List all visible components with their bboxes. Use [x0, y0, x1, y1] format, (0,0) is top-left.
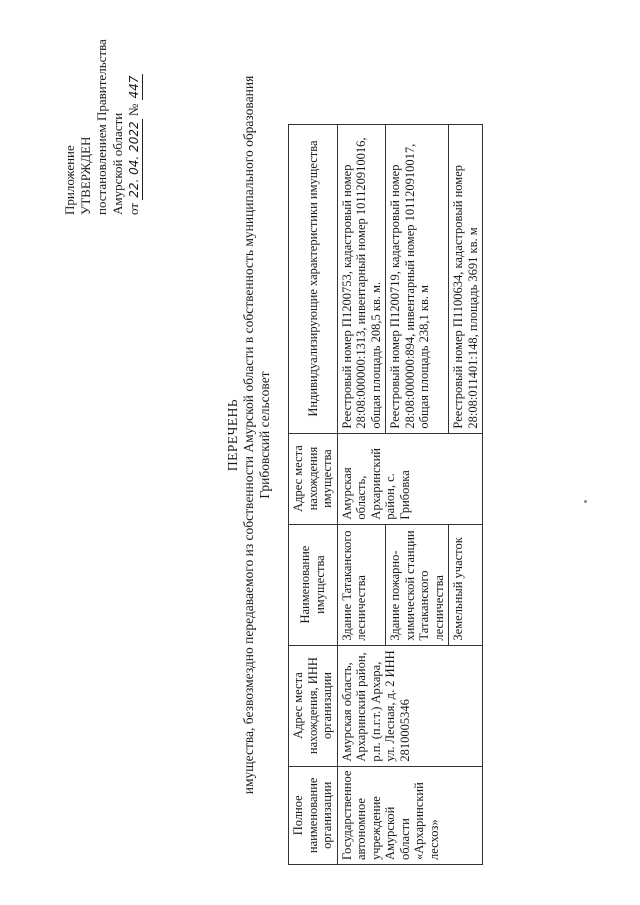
- title-municipality: Грибовский сельсовет: [257, 371, 272, 499]
- property-name-cell: Здание Татаканского лесничества: [337, 524, 386, 645]
- approval-stamp-block: [62, 5, 143, 215]
- table-header-row: [289, 124, 338, 864]
- header-property-details: Индивидуализирующие характеристики имущества: [289, 124, 338, 433]
- approved-label: УТВЕРЖДЕН: [78, 136, 93, 215]
- property-details-cell: Реестровый номер П1200753, кадастровый номер 28:08:000000:1313, инвентарный номер 101120910016, общая площадь 208,5 кв. м.: [337, 124, 386, 433]
- header-property-address: Адрес места нахождения имущества: [289, 433, 338, 524]
- property-table: [288, 124, 483, 865]
- org-name-cell: Государственное автономное учреждение Амурской области «Архаринский лесхоз»: [337, 766, 483, 864]
- property-name-cell: Здание пожарно-химической станции Татаканского лесничества: [386, 524, 449, 645]
- property-name-cell: Земельный участок: [449, 524, 483, 645]
- org-address-cell: Амурская область, Архаринский район, р.п. (п.г.т.) Архара, ул. Лесная, д. 2 ИНН 2810005346: [337, 645, 483, 766]
- property-details-cell: Реестровый номер П1100634, кадастровый номер 28:08:011401:148, площадь 3691 кв. м: [449, 124, 483, 433]
- region-label: Амурской области: [110, 112, 125, 215]
- header-org-name: Полное наименование организации: [289, 766, 338, 864]
- property-address-cell: Амурская область, Архаринский район, с. Грибовка: [337, 433, 483, 524]
- appendix-label: Приложение: [62, 145, 77, 215]
- handwritten-date: 22. 04. 2022: [127, 121, 141, 198]
- scan-dot: [584, 500, 587, 503]
- header-property-name: Наименование имущества: [289, 524, 338, 645]
- document-title: [225, 55, 273, 815]
- date-number-line: [126, 5, 143, 215]
- date-prefix: от: [126, 202, 141, 215]
- number-prefix: №: [126, 103, 141, 117]
- table-row: [337, 124, 386, 864]
- handwritten-number: 447: [127, 75, 141, 99]
- title-description: имущества, безвозмездно передаваемого из собственности Амурской области в собственность муниципального образования: [241, 75, 256, 795]
- resolution-label: постановлением Правительства: [94, 39, 109, 215]
- title-heading: ПЕРЕЧЕНЬ: [225, 398, 240, 472]
- property-details-cell: Реестровый номер П1200719, кадастровый номер 28:08:000000:894, инвентарный номер 101120910017, общая площадь 238,1 кв. м: [386, 124, 449, 433]
- header-org-address: Адрес места нахождения, ИНН организации: [289, 645, 338, 766]
